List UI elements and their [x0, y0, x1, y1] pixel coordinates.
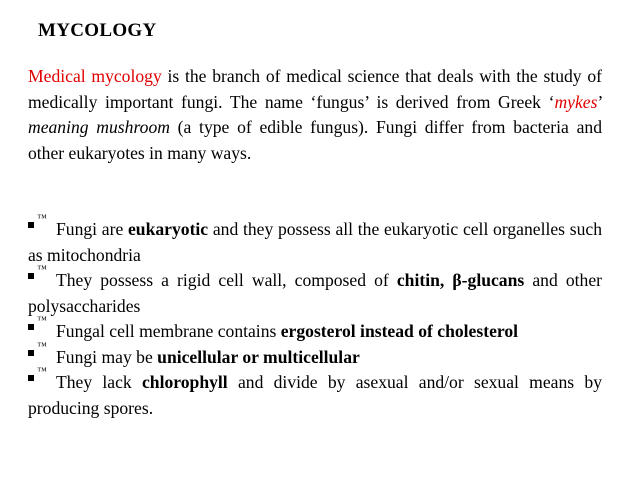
term-medical-mycology: Medical mycology: [28, 66, 162, 86]
square-bullet-icon: [28, 375, 34, 381]
bullet-text-end: and divide by asexual and/or sexual means by producing spores.: [28, 372, 602, 418]
slide-title: MYCOLOGY: [38, 20, 157, 41]
bullet-text: They lack: [56, 372, 142, 392]
bullet-marker: [28, 366, 56, 388]
bullet-text-end: and other polysaccharides: [28, 270, 602, 316]
trademark-glyph: ™: [37, 340, 47, 352]
intro-text-1: is the branch of medical science that deals with the study of medically important fungi. The name ‘fungus’ is derived from Greek ‘: [28, 66, 602, 112]
trademark-glyph: ™: [37, 366, 47, 377]
square-bullet-icon: [28, 350, 34, 356]
list-item: [28, 340, 602, 371]
meaning-phrase: meaning mushroom: [28, 117, 170, 137]
bullet-bold-text: chlorophyll: [141, 372, 228, 392]
bullet-bold-text: unicellular or multicellular: [157, 346, 360, 367]
bullet-marker: [28, 213, 56, 235]
square-bullet-icon: [28, 324, 34, 330]
list-item: [28, 315, 602, 345]
list-item: [28, 213, 602, 268]
intro-paragraph: [28, 64, 602, 166]
bullet-marker: [28, 315, 56, 337]
bullet-list: [28, 213, 602, 421]
bullet-text-end: and they possess all the eukaryotic cell organelles such as mitochondria: [28, 219, 602, 265]
bullet-text: Fungi are: [56, 219, 128, 239]
bullet-marker: [28, 264, 56, 286]
intro-text-2: ’: [597, 91, 602, 112]
square-bullet-icon: [28, 222, 34, 228]
trademark-glyph: ™: [37, 213, 47, 224]
bullet-text: They possess a rigid cell wall, composed of: [56, 270, 397, 290]
bullet-bold-text: ergosterol instead of cholesterol: [280, 321, 519, 341]
square-bullet-icon: [28, 273, 34, 279]
bullet-text: Fungal cell membrane contains: [56, 321, 281, 341]
greek-word: mykes: [554, 91, 598, 112]
trademark-glyph: ™: [37, 264, 47, 275]
list-item: [28, 366, 602, 421]
trademark-glyph: ™: [37, 315, 47, 326]
bullet-marker: [28, 340, 56, 363]
bullet-bold-text: chitin, β-glucans: [396, 270, 525, 290]
bullet-text: Fungi may be: [56, 346, 158, 367]
list-item: [28, 264, 602, 319]
intro-text-3: (a type of edible fungus). Fungi differ from bacteria and other eukaryotes in many ways.: [28, 117, 602, 163]
bullet-bold-text: eukaryotic: [127, 219, 209, 239]
